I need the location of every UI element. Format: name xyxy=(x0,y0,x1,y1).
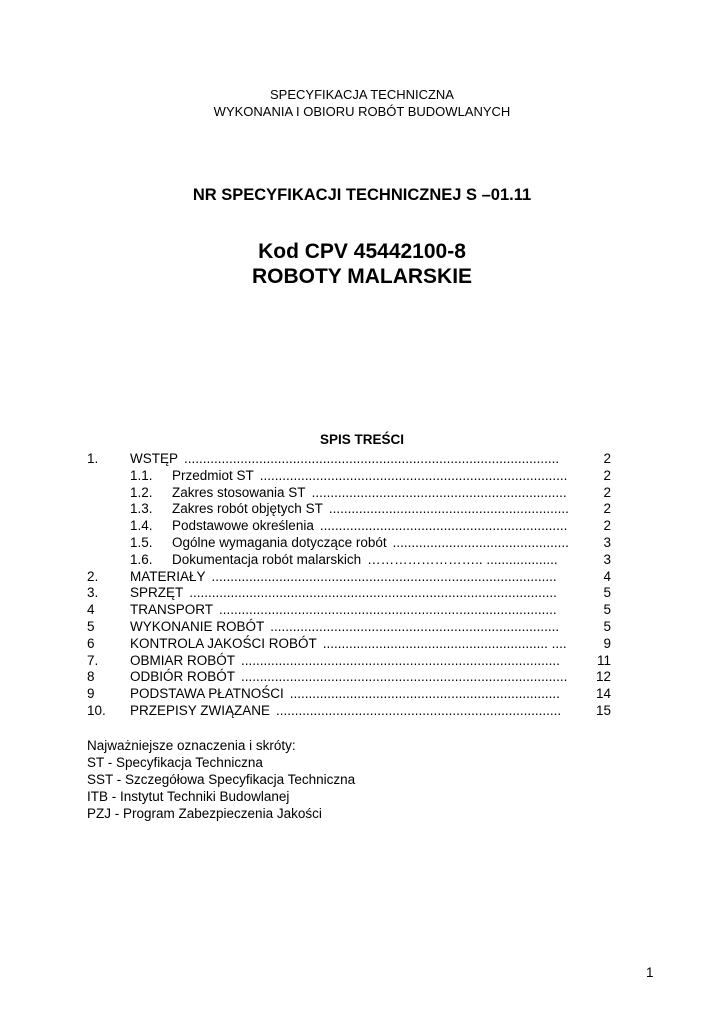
abbreviation-item: ITB - Instytut Techniki Budowlanej xyxy=(87,789,290,804)
toc-entry-label xyxy=(130,569,557,585)
abbreviation-item: PZJ - Program Zabezpieczenia Jakości xyxy=(87,806,322,821)
toc-entry-label xyxy=(130,669,567,685)
toc-entry-title: Dokumentacja robót malarskich xyxy=(172,551,362,567)
document-header-line-2: WYKONANIA I OBIORU ROBÓT BUDOWLANYCH xyxy=(213,104,511,119)
toc-entry-title: WSTĘP xyxy=(130,451,179,466)
toc-entry-leader: .......................................................................................... xyxy=(219,602,557,618)
toc-entry-title: SPRZĘT xyxy=(130,585,184,601)
toc-entry-label xyxy=(130,636,567,652)
abbreviations-heading: Najważniejsze oznaczenia i skróty: xyxy=(87,738,296,753)
toc-entry-leader: ............................................................................ xyxy=(276,703,562,718)
toc-entry-title: TRANSPORT xyxy=(130,602,214,618)
toc-entry-page: 9 xyxy=(603,635,611,651)
toc-entry-number: 8 xyxy=(87,669,95,685)
toc-entry xyxy=(130,468,611,484)
toc-entry xyxy=(87,569,611,585)
toc-entry xyxy=(87,653,611,669)
toc-entry-page: 2 xyxy=(603,467,611,483)
toc-entry-number: 4 xyxy=(87,602,95,618)
spec-number-heading: NR SPECYFIKACJI TECHNICZNEJ S –01.11 xyxy=(192,186,532,204)
toc-entry-number: 1.3. xyxy=(130,501,153,517)
toc-entry-leader: .................................................................... xyxy=(311,484,567,500)
toc-entry xyxy=(130,518,611,534)
toc-entry-label xyxy=(130,451,559,467)
toc-entry xyxy=(87,703,611,719)
toc-entry-title: PRZEPISY ZWIĄZANE xyxy=(130,703,271,718)
toc-entry-label xyxy=(172,468,567,484)
toc-entry-leader: ............................................................................................ xyxy=(211,568,557,584)
toc-entry-page: 2 xyxy=(603,484,611,500)
toc-entry-title: Zakres robót objętych ST xyxy=(172,501,323,517)
toc-entry xyxy=(87,619,611,635)
toc-entry-title: KONTROLA JAKOŚCI ROBÓT xyxy=(130,635,317,651)
toc-title: SPIS TREŚCI xyxy=(319,432,405,447)
toc-entry-page: 3 xyxy=(603,551,611,567)
toc-entry-label xyxy=(172,501,569,517)
toc-entry-number: 5 xyxy=(87,619,95,634)
toc-entry-page: 12 xyxy=(595,669,611,685)
toc-entry-label xyxy=(130,619,559,635)
document-header-line-1: SPECYFIKACJA TECHNICZNA xyxy=(270,87,454,102)
toc-entry-label xyxy=(130,585,557,601)
toc-entry-title: MATERIAŁY xyxy=(130,568,206,584)
toc-entry-title: PODSTAWA PŁATNOŚCI xyxy=(130,686,284,702)
toc-entry-number: 7. xyxy=(87,652,99,668)
toc-entry-page: 2 xyxy=(603,501,611,517)
toc-entry-number: 1.1. xyxy=(130,467,153,483)
toc-entry-number: 1.4. xyxy=(130,518,153,534)
toc-entry-title: Przedmiot ST xyxy=(172,467,254,483)
toc-entry-page: 5 xyxy=(603,602,611,618)
toc-entry xyxy=(87,669,611,685)
toc-entry-page: 5 xyxy=(603,585,611,601)
toc-entry-number: 10. xyxy=(87,703,106,718)
toc-entry-label xyxy=(130,686,560,702)
cpv-code-heading: Kod CPV 45442100-8 xyxy=(258,240,466,263)
toc-entry-number: 9 xyxy=(87,686,95,702)
toc-entry-leader: .................................................................................. xyxy=(259,467,568,483)
toc-entry-number: 1.2. xyxy=(130,484,153,500)
toc-entry xyxy=(130,501,611,517)
toc-entry-title: Podstawowe określenia xyxy=(172,518,314,534)
toc-entry-leader: ............................................................ .... xyxy=(322,635,567,651)
toc-entry-title: WYKONANIE ROBÓT xyxy=(130,619,265,634)
toc-entry-title: OBMIAR ROBÓT xyxy=(130,652,236,668)
toc-entry-leader: ........................................................................ xyxy=(289,686,560,702)
toc-entry-number: 3. xyxy=(87,585,99,601)
toc-entry-page: 2 xyxy=(603,518,611,534)
toc-entry-leader: ....................................................................................... xyxy=(241,669,568,685)
toc-entry-page: 11 xyxy=(596,652,611,668)
toc-entry-number: 1.6. xyxy=(130,551,153,567)
toc-entry-label xyxy=(172,552,558,568)
toc-entry xyxy=(87,451,611,467)
toc-entry-number: 1.5. xyxy=(130,535,153,550)
toc-entry xyxy=(130,535,611,551)
toc-entry-page: 3 xyxy=(603,535,611,550)
abbreviation-item: SST - Szczegółowa Specyfikacja Techniczna xyxy=(87,772,356,787)
toc-entry-title: Ogólne wymagania dotyczące robót xyxy=(172,535,387,550)
toc-entry-label xyxy=(130,653,560,669)
toc-entry-leader: ..................................................................................... xyxy=(241,652,560,668)
toc-entry-leader: .................................................................................................. xyxy=(189,585,557,601)
work-title-heading: ROBOTY MALARSKIE xyxy=(251,265,473,288)
toc-entry xyxy=(87,585,611,601)
toc-entry-leader: ................................................................ xyxy=(328,501,569,517)
toc-entry-number: 1. xyxy=(87,451,99,466)
toc-entry-leader: .................................................................................................... xyxy=(184,451,560,466)
toc-entry-page: 2 xyxy=(603,451,611,466)
toc-entry-leader: ............................................................................. xyxy=(270,619,560,634)
toc-entry-title: ODBIÓR ROBÓT xyxy=(130,669,236,685)
toc-entry-page: 14 xyxy=(595,686,611,702)
toc-entry xyxy=(130,552,611,568)
toc-entry-leader: …………………….. ................... xyxy=(367,551,558,567)
toc-entry-label xyxy=(172,535,569,551)
toc-entry-label xyxy=(130,602,557,618)
toc-entry xyxy=(130,485,611,501)
toc-entry-number: 6 xyxy=(87,635,95,651)
toc-entry xyxy=(87,636,611,652)
toc-entry xyxy=(87,686,611,702)
toc-entry xyxy=(87,602,611,618)
toc-entry-page: 5 xyxy=(603,619,611,634)
toc-entry-leader: .................................................................. xyxy=(319,518,568,534)
toc-entry-page: 4 xyxy=(603,568,611,584)
toc-entry-leader: ............................................... xyxy=(392,535,569,550)
page-number: 1 xyxy=(646,965,654,980)
toc-entry-number: 2. xyxy=(87,568,99,584)
abbreviation-item: ST - Specyfikacja Techniczna xyxy=(87,755,263,770)
toc-entry-title: Zakres stosowania ST xyxy=(172,484,306,500)
toc-entry-label xyxy=(172,485,567,501)
toc-entry-page: 15 xyxy=(595,703,611,718)
toc-entry-label xyxy=(172,518,567,534)
toc-entry-label xyxy=(130,703,561,719)
